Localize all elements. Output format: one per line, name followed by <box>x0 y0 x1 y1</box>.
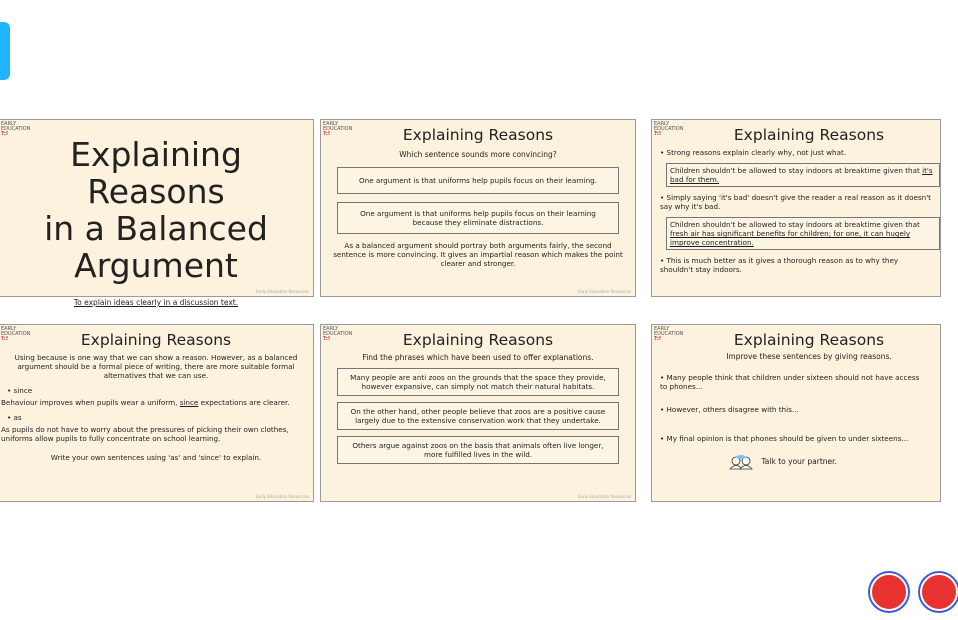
example-box: Children shouldn't be allowed to stay indoors at breaktime given that fresh air has significant benefits for children; for one, it can hugely improve concentration. <box>666 217 940 250</box>
logo: EARLY EDUCATION ?:! <box>1 326 31 342</box>
decorative-bar <box>0 22 10 80</box>
sentence-box: Many people are anti zoos on the grounds that the space they provide, however expansive, can simply not match their natural habitats. <box>337 368 619 396</box>
sentence-box: One argument is that uniforms help pupils focus on their learning because they eliminate distractions. <box>337 202 619 234</box>
bullet-label: • since <box>7 386 33 395</box>
bullet-text: • This is much better as it gives a thorough reason as to why they shouldn't stay indoors. <box>660 256 899 274</box>
slide-thumbnail-3[interactable] <box>651 119 941 297</box>
slide-thumbnail-5[interactable] <box>320 324 636 502</box>
slide-title: Explaining Reasons <box>733 331 885 349</box>
example-box: Children shouldn't be allowed to stay indoors at breaktime given that it's bad for them. <box>666 163 940 187</box>
logo: EARLY EDUCATION ?:! <box>654 121 684 137</box>
slide-title: Explaining Reasons in a Balanced Argument <box>44 135 268 285</box>
bullet-text: • However, others disagree with this... <box>660 405 799 414</box>
slide-thumbnail-6[interactable] <box>651 324 941 502</box>
bullet-text: • Strong reasons explain clearly why, not just what. <box>660 148 847 157</box>
example-sentence: As pupils do not have to worry about the pressures of picking their own clothes, uniforms allow pupils to fully concentrate on school learning. <box>1 425 289 443</box>
talk-partner-icon <box>729 455 753 469</box>
brand-footer: Early Education Resources <box>578 289 631 294</box>
slide-subtitle: To explain ideas clearly in a discussion text. <box>73 298 239 307</box>
brand-footer: Early Education Resources <box>578 494 631 499</box>
bullet-text: • Simply saying 'it's bad' doesn't give the reader a real reason as it doesn't say why it's bad. <box>660 193 931 211</box>
task-text: Write your own sentences using 'as' and 'since' to explain. <box>50 453 262 462</box>
logo: EARLY EDUCATION ?:! <box>323 326 353 342</box>
brand-footer: Early Education Resources <box>256 289 309 294</box>
slide-thumbnail-2[interactable] <box>320 119 636 297</box>
slide-title: Explaining Reasons <box>733 126 885 144</box>
brand-footer: Early Education Resources <box>256 494 309 499</box>
slide-thumbnail-4[interactable] <box>0 324 314 502</box>
example-sentence: Behaviour improves when pupils wear a uniform, since expectations are clearer. <box>1 398 290 407</box>
intro-text: Using because is one way that we can show a reason. However, as a balanced argument should be a formal piece of writing, there are more suitable formal alternatives that we can use. <box>14 353 298 380</box>
red-scribble-circle-icon <box>870 573 908 611</box>
sentence-box: Others argue against zoos on the basis that animals often live longer, more fulfilled lives in the wild. <box>337 436 619 464</box>
logo: EARLY EDUCATION ?:! <box>323 121 353 137</box>
slide-question: Which sentence sounds more convincing? <box>399 150 557 159</box>
talk-prompt: Talk to your partner. <box>626 455 940 469</box>
explanation-text: As a balanced argument should portray both arguments fairly, the second sentence is more convincing. It gives an impartial reason which makes the point clearer and stronger. <box>333 241 623 268</box>
sentence-box: On the other hand, other people believe that zoos are a positive cause largely due to the extensive conservation work that they undertake. <box>337 402 619 430</box>
bullet-text: • My final opinion is that phones should be given to under sixteens... <box>660 434 909 443</box>
slide-title: Explaining Reasons <box>402 126 554 144</box>
slide-thumbnail-cover[interactable] <box>0 119 314 307</box>
slide-title: Explaining Reasons <box>80 331 232 349</box>
slide-question: Find the phrases which have been used to offer explanations. <box>362 353 594 362</box>
bullet-text: • Many people think that children under sixteen should not have access to phones... <box>660 373 920 391</box>
slide-title: Explaining Reasons <box>402 331 554 349</box>
sentence-box: One argument is that uniforms help pupils focus on their learning. <box>337 167 619 194</box>
logo: EARLY EDUCATION ?:! <box>654 326 684 342</box>
intro-text: Improve these sentences by giving reasons. <box>726 352 892 361</box>
logo: EARLY EDUCATION ?:! <box>1 121 31 137</box>
bullet-label: • as <box>7 413 22 422</box>
red-scribble-circle-icon <box>920 573 958 611</box>
